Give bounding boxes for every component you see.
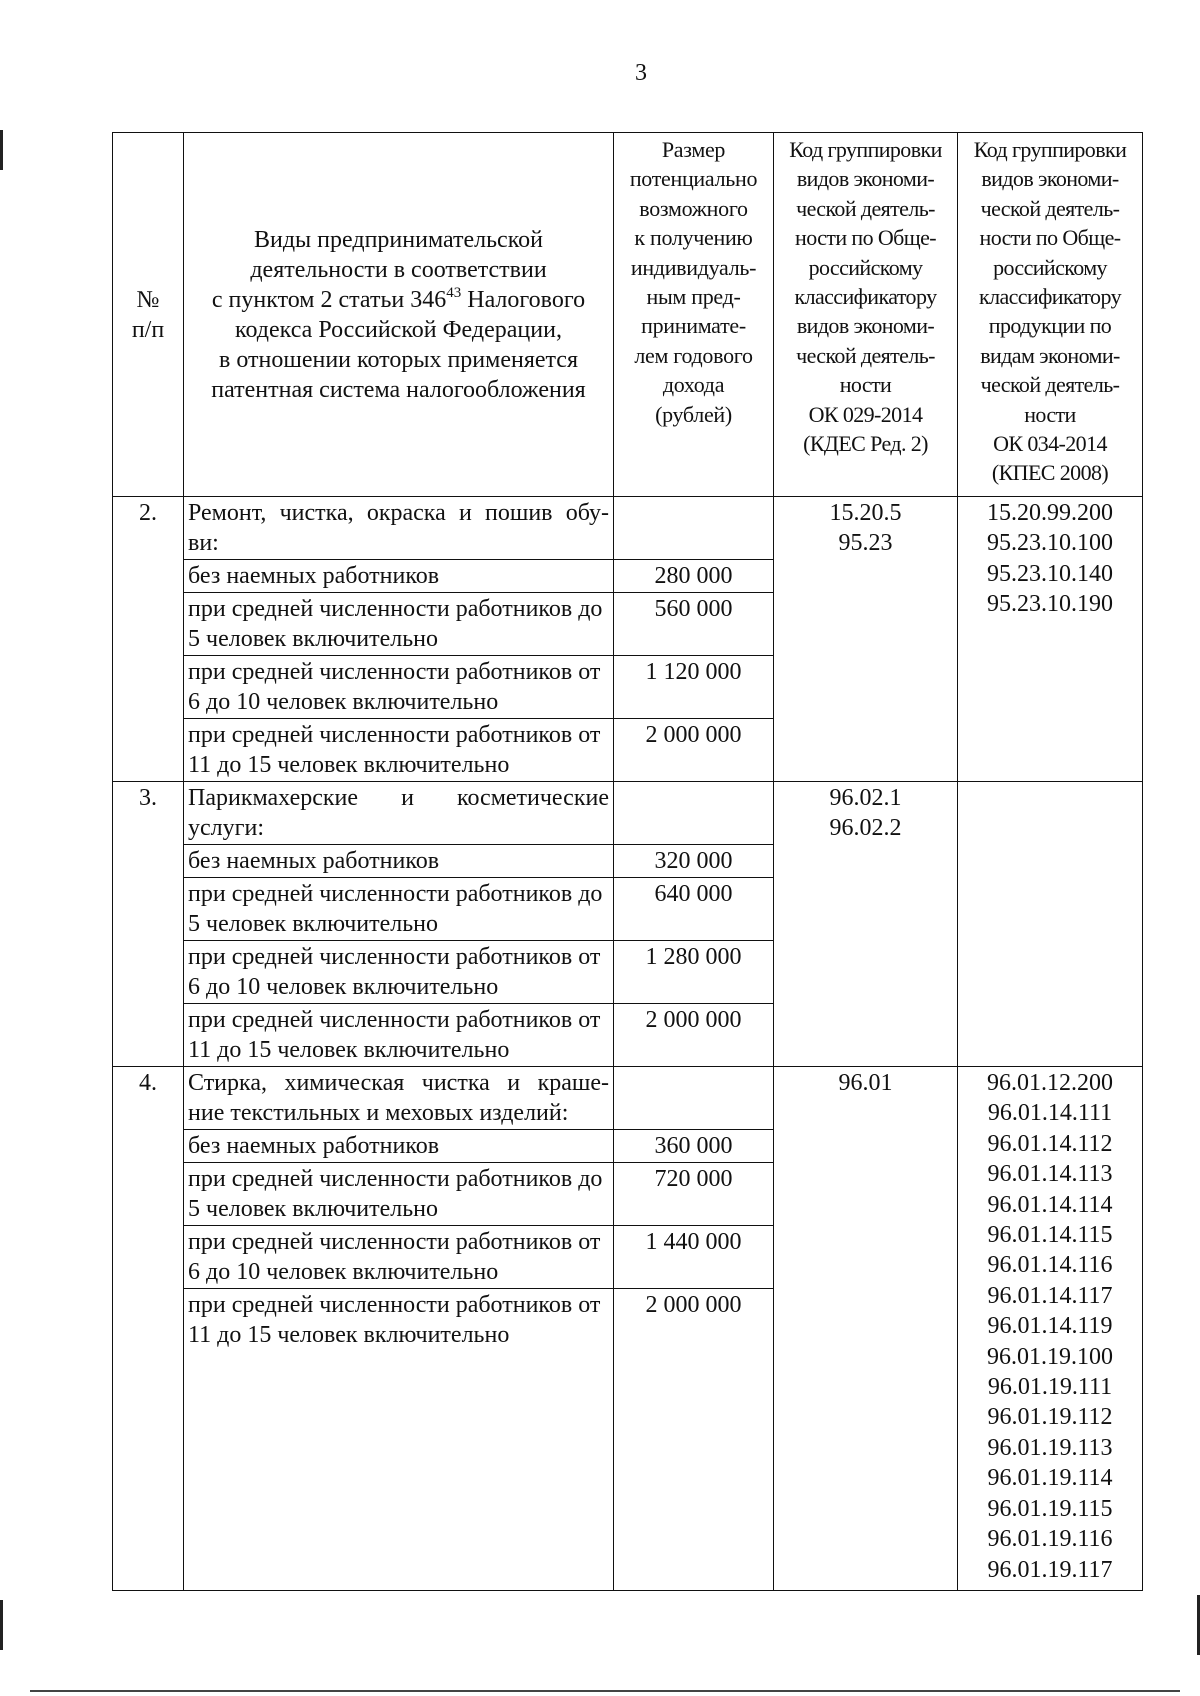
scan-margin-mark bbox=[0, 130, 3, 170]
okpd-code: 96.01.19.111 bbox=[987, 1374, 1113, 1401]
okpd-code: 15.20.99.200 bbox=[987, 500, 1113, 526]
section-number: 3. bbox=[113, 782, 184, 1067]
okpd-code: 95.23.10.100 bbox=[987, 530, 1113, 557]
scan-bottom-edge bbox=[30, 1690, 1180, 1692]
footnote-superscript: 43 bbox=[446, 284, 462, 301]
tier-amount: 560 000 bbox=[614, 593, 774, 656]
okpd-code: 95.23.10.190 bbox=[987, 591, 1113, 618]
tier-amount: 360 000 bbox=[614, 1130, 774, 1163]
page-number: 3 bbox=[635, 60, 647, 86]
okpd-code: 96.01.14.119 bbox=[987, 1313, 1113, 1340]
okved-code: 15.20.5 bbox=[829, 500, 902, 526]
section-number: 2. bbox=[113, 497, 184, 782]
tier-label: без наемных работников bbox=[184, 560, 614, 593]
header-okpd: Код группировки видов экономи- ческой деятель- ности по Обще- российскому классификатору продукции по видам экономи- ческой деятель- ности ОК 034-2014 (КПЕС 2008) bbox=[958, 133, 1143, 497]
tax-patent-table bbox=[112, 132, 1143, 1591]
okpd-code: 96.01.14.116 bbox=[987, 1252, 1113, 1279]
tier-amount: 2 000 000 bbox=[614, 1004, 774, 1067]
tier-amount: 2 000 000 bbox=[614, 1289, 774, 1591]
tier-label: при средней численности работников от 11 до 15 человек включительно bbox=[184, 1004, 614, 1067]
section-title-row bbox=[113, 1067, 1143, 1130]
tier-label: без наемных работников bbox=[184, 845, 614, 878]
okpd-code: 96.01.14.115 bbox=[987, 1222, 1113, 1249]
scan-margin-mark bbox=[0, 1600, 3, 1650]
okpd-code: 96.01.19.114 bbox=[987, 1465, 1113, 1492]
section-title-amount bbox=[614, 782, 774, 845]
okpd-codes bbox=[958, 497, 1143, 782]
tier-label: при средней численности работников от 6 до 10 человек включительно bbox=[184, 1226, 614, 1289]
okved-code: 96.02.1 bbox=[829, 785, 902, 811]
okpd-code: 96.01.14.117 bbox=[987, 1282, 1113, 1309]
section-title-row bbox=[113, 497, 1143, 560]
tier-label: при средней численности работников до 5 человек включительно bbox=[184, 593, 614, 656]
tier-label: при средней численности работников от 11 до 15 человек включительно bbox=[184, 719, 614, 782]
tier-label: без наемных работников bbox=[184, 1130, 614, 1163]
okpd-code: 96.01.14.112 bbox=[987, 1130, 1113, 1157]
tier-label: при средней численности работников от 6 до 10 человек включительно bbox=[184, 941, 614, 1004]
tier-label: при средней численности работников от 11 до 15 человек включительно bbox=[184, 1289, 614, 1591]
section-title-row bbox=[113, 782, 1143, 845]
section-number: 4. bbox=[113, 1067, 184, 1591]
section-title-amount bbox=[614, 497, 774, 560]
okpd-code: 96.01.14.111 bbox=[987, 1100, 1113, 1127]
okpd-code: 96.01.19.117 bbox=[987, 1556, 1113, 1583]
tier-amount: 320 000 bbox=[614, 845, 774, 878]
okved-codes bbox=[774, 497, 958, 782]
tier-amount: 1 440 000 bbox=[614, 1226, 774, 1289]
okpd-code: 96.01.19.112 bbox=[987, 1404, 1113, 1431]
section-title-amount bbox=[614, 1067, 774, 1130]
okpd-code: 96.01.19.115 bbox=[987, 1495, 1113, 1522]
okved-codes bbox=[774, 1067, 958, 1591]
tier-amount: 720 000 bbox=[614, 1163, 774, 1226]
okpd-code: 96.01.19.116 bbox=[987, 1526, 1113, 1553]
okved-code: 96.01 bbox=[838, 1070, 893, 1096]
header-activity: Виды предпринимательской деятельности в соответствии с пунктом 2 статьи $346^{43}$ Налогового кодекса Российской Федерации, в отношении которых применяется патентная система налогообложения bbox=[184, 133, 614, 497]
header-okved: Код группировки видов экономи- ческой деятель- ности по Обще- российскому классификатору видов экономи- ческой деятель- ности ОК 029-2014 (КДЕС Ред. 2) bbox=[774, 133, 958, 497]
okpd-code: 96.01.14.114 bbox=[987, 1191, 1113, 1218]
tier-amount: 640 000 bbox=[614, 878, 774, 941]
tier-label: при средней численности работников до 5 человек включительно bbox=[184, 1163, 614, 1226]
okpd-code: 95.23.10.140 bbox=[987, 560, 1113, 587]
tier-label: при средней численности работников до 5 человек включительно bbox=[184, 878, 614, 941]
section-title: Парикмахерские и косметические услуги: bbox=[184, 782, 614, 845]
okpd-codes bbox=[958, 1067, 1143, 1591]
tier-amount: 1 120 000 bbox=[614, 656, 774, 719]
section-title: Стирка, химическая чистка и краше- ние текстильных и меховых изделий: bbox=[184, 1067, 614, 1130]
okved-code: 95.23 bbox=[838, 530, 893, 557]
header-number: № п/п bbox=[113, 133, 184, 497]
tier-amount: 1 280 000 bbox=[614, 941, 774, 1004]
okved-code: 96.02.2 bbox=[829, 815, 902, 842]
section-title: Ремонт, чистка, окраска и пошив обу- ви: bbox=[184, 497, 614, 560]
okpd-code: 96.01.14.113 bbox=[987, 1161, 1113, 1188]
tier-label: при средней численности работников от 6 до 10 человек включительно bbox=[184, 656, 614, 719]
okpd-code: 96.01.19.113 bbox=[987, 1434, 1113, 1461]
okpd-code: 96.01.19.100 bbox=[987, 1343, 1113, 1370]
tier-amount: 2 000 000 bbox=[614, 719, 774, 782]
tier-amount: 280 000 bbox=[614, 560, 774, 593]
okved-codes bbox=[774, 782, 958, 1067]
header-income: Размер потенциально возможного к получению индивидуаль- ным пред- принимате- лем годового дохода (рублей) bbox=[614, 133, 774, 497]
okpd-codes bbox=[958, 782, 1143, 1067]
okpd-code: 96.01.12.200 bbox=[987, 1070, 1113, 1096]
